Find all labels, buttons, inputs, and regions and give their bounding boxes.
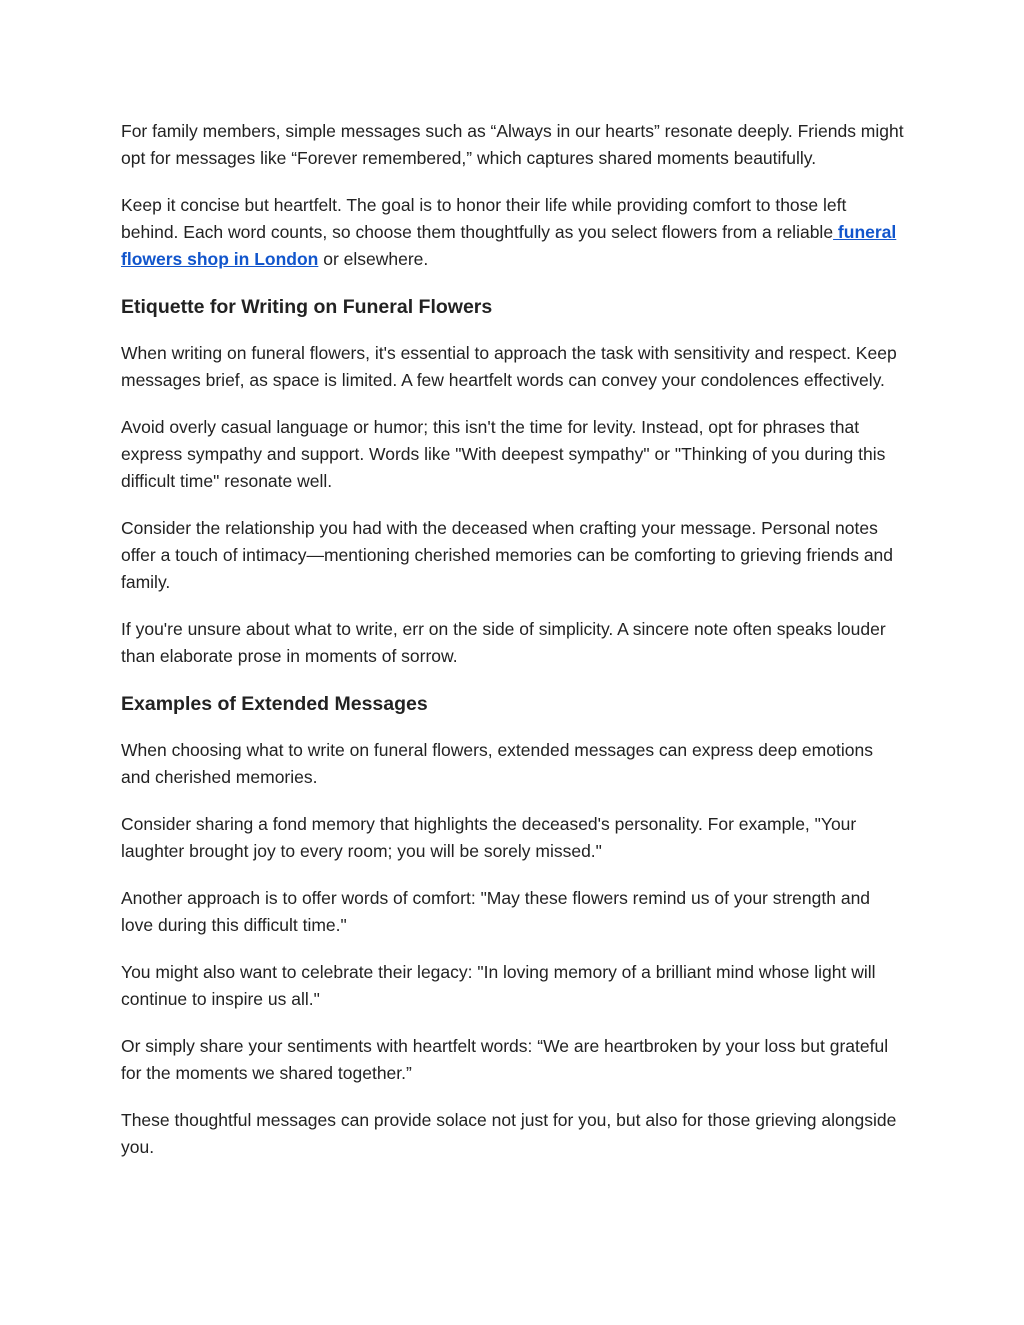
- paragraph-keep-concise: [121, 192, 906, 273]
- funeral-flowers-shop-link[interactable]: funeral flowers shop in London: [121, 222, 897, 269]
- section-heading-etiquette: Etiquette for Writing on Funeral Flowers: [121, 296, 493, 318]
- paragraph-family-messages: For family members, simple messages such as “Always in our hearts” resonate deeply. Friends might opt for messages like “Forever remembered,” which captures shared moments beautifully.: [121, 121, 904, 168]
- paragraph-extended-intro: When choosing what to write on funeral flowers, extended messages can express deep emotions and cherished memories.: [121, 740, 873, 787]
- paragraph-comfort: Another approach is to offer words of comfort: "May these flowers remind us of your strength and love during this difficult time.": [121, 888, 871, 935]
- paragraph-heartfelt: Or simply share your sentiments with heartfelt words: “We are heartbroken by your loss but grateful for the moments we shared together.”: [121, 1036, 889, 1083]
- paragraph-fond-memory: Consider sharing a fond memory that highlights the deceased's personality. For example, "Your laughter brought joy to every room; you will be sorely missed.": [121, 814, 857, 861]
- section-heading-examples: Examples of Extended Messages: [121, 693, 428, 715]
- paragraph-text: Keep it concise but heartfelt. The goal is to honor their life while providing comfort to those left behind. Each word counts, so choose them thoughtfully as you select flowers from a reliable: [121, 195, 847, 242]
- paragraph-avoid-casual: Avoid overly casual language or humor; this isn't the time for levity. Instead, opt for phrases that express sympathy and support. Words like "With deepest sympathy" or "Thinking of you during this difficult time" resonate well.: [121, 417, 886, 491]
- paragraph-sensitivity: When writing on funeral flowers, it's essential to approach the task with sensitivity and respect. Keep messages brief, as space is limited. A few heartfelt words can convey your condolences effectively.: [121, 343, 897, 390]
- paragraph-legacy: You might also want to celebrate their legacy: "In loving memory of a brilliant mind whose light will continue to inspire us all.": [121, 962, 876, 1009]
- paragraph-relationship: Consider the relationship you had with the deceased when crafting your message. Personal notes offer a touch of intimacy—mentioning cherished memories can be comforting to grieving friends and family.: [121, 518, 894, 592]
- paragraph-text: or elsewhere.: [318, 249, 429, 269]
- paragraph-simplicity: If you're unsure about what to write, err on the side of simplicity. A sincere note often speaks louder than elaborate prose in moments of sorrow.: [121, 619, 886, 666]
- document-page: [121, 118, 906, 1181]
- paragraph-solace: These thoughtful messages can provide solace not just for you, but also for those grieving alongside you.: [121, 1110, 897, 1157]
